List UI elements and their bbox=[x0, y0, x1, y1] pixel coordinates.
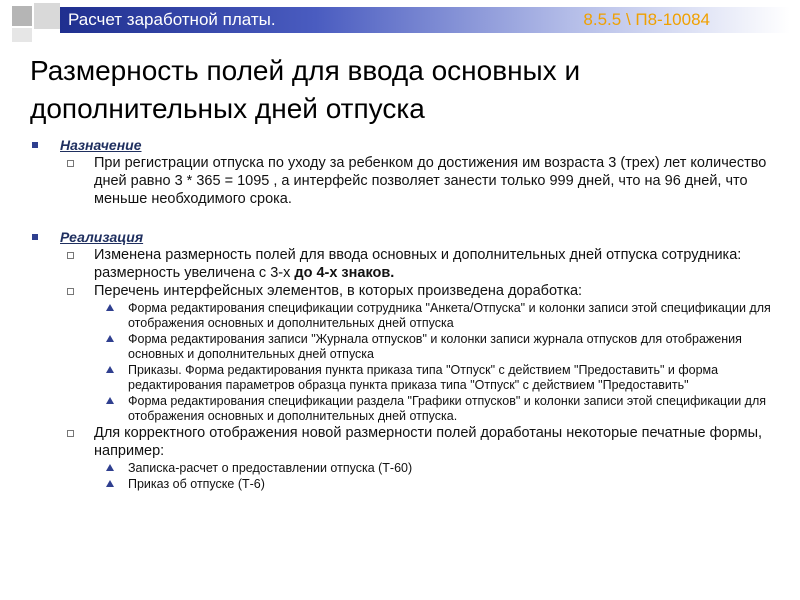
list-item-bold-text: до 4-х знаков. bbox=[294, 265, 395, 281]
course-title: Расчет заработной платы. bbox=[68, 10, 276, 29]
document-code: 8.5.5 \ П8-10084 bbox=[583, 10, 710, 29]
section-heading bbox=[30, 136, 780, 154]
square-bullet-icon bbox=[32, 142, 38, 148]
sub-list-item bbox=[30, 363, 780, 393]
sub-list-item bbox=[30, 301, 780, 331]
hollow-square-bullet-icon bbox=[67, 288, 74, 295]
section-implementation bbox=[30, 228, 780, 492]
list-item bbox=[30, 282, 780, 300]
slide-title: Размерность полей для ввода основных и дополнительных дней отпуска bbox=[30, 55, 581, 124]
decor-square-light bbox=[34, 3, 60, 29]
sub-list-item-text: Форма редактирования записи "Журнала отпусков" и колонки записи журнала отпусков для отображения основных и дополнительных дней отпуска bbox=[128, 332, 742, 361]
sub-list-item bbox=[30, 332, 780, 362]
square-bullet-icon bbox=[32, 234, 38, 240]
triangle-bullet-icon bbox=[106, 480, 114, 487]
hollow-square-bullet-icon bbox=[67, 160, 74, 167]
hollow-square-bullet-icon bbox=[67, 430, 74, 437]
decor-square-dark bbox=[12, 6, 32, 26]
sub-list-item-text: Форма редактирования спецификации раздела "Графики отпусков" и колонки записи этой спецификации для отображения основных и дополнительных дней отпуска. bbox=[128, 394, 767, 423]
decor-square-faint bbox=[12, 28, 32, 42]
sub-list-item bbox=[30, 461, 780, 476]
triangle-bullet-icon bbox=[106, 464, 114, 471]
section-heading bbox=[30, 228, 780, 246]
triangle-bullet-icon bbox=[106, 335, 114, 342]
section-heading-text: Реализация bbox=[60, 229, 144, 245]
section-purpose bbox=[30, 136, 780, 208]
sub-list-item-text: Форма редактирования спецификации сотрудника "Анкета/Отпуска" и колонки записи этой спецификации для отображения основных и дополнительных дней отпуска bbox=[128, 301, 771, 330]
list-item bbox=[30, 246, 780, 282]
sub-list-item-text: Приказы. Форма редактирования пункта приказа типа "Отпуск" с действием "Предоставить" и форма редактирования параметров образца пункта приказа типа "Отпуск" с действием "Предоставить" bbox=[128, 363, 719, 392]
list-item bbox=[30, 424, 780, 460]
list-item-text: При регистрации отпуска по уходу за ребенком до достижения им возраста 3 (трех) лет количество дней равно 3 * 365 = 1095 , а интерфейс позволяет занести только 999 дней, что на 96 дней, что меньше необходимого срока. bbox=[94, 155, 767, 207]
list-item-text: Для корректного отображения новой размерности полей доработаны некоторые печатные формы, например: bbox=[94, 425, 763, 459]
sub-list-item bbox=[30, 394, 780, 424]
triangle-bullet-icon bbox=[106, 304, 114, 311]
list-item-text: Изменена размерность полей для ввода основных и дополнительных дней отпуска сотрудника: размерность увеличена с 3-х bbox=[94, 247, 742, 281]
sub-list-item-text: Записка-расчет о предоставлении отпуска (Т-60) bbox=[128, 461, 413, 475]
sub-list-item bbox=[30, 477, 780, 492]
slide-content bbox=[30, 136, 780, 512]
triangle-bullet-icon bbox=[106, 397, 114, 404]
sub-list-item-text: Приказ об отпуске (Т-6) bbox=[128, 477, 265, 491]
triangle-bullet-icon bbox=[106, 366, 114, 373]
hollow-square-bullet-icon bbox=[67, 252, 74, 259]
section-heading-text: Назначение bbox=[60, 137, 142, 153]
list-item-text: Перечень интерфейсных элементов, в которых произведена доработка: bbox=[94, 283, 583, 299]
list-item bbox=[30, 154, 780, 208]
